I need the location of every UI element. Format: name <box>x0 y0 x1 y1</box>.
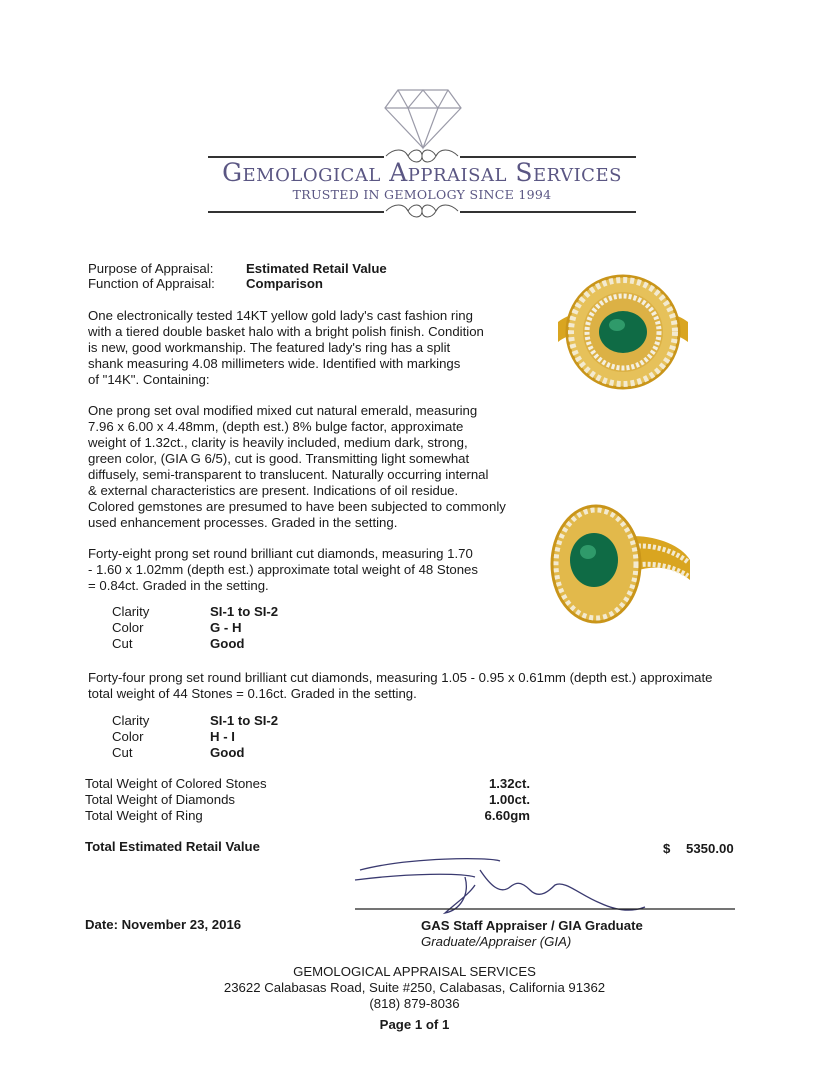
total-value: 1.32ct. <box>488 776 530 791</box>
text-line: green color, (GIA G 6/5), cut is good. Transmitting light somewhat <box>88 451 470 466</box>
grade-value: H - I <box>210 729 235 744</box>
total-label: Total Weight of Ring <box>85 808 203 823</box>
ring-photo-side <box>548 500 693 628</box>
footer-company: GEMOLOGICAL APPRAISAL SERVICES <box>293 964 536 979</box>
signature-icon <box>350 855 740 920</box>
ornament-icon <box>384 203 460 219</box>
grade-value: SI-1 to SI-2 <box>210 713 279 728</box>
emerald-description <box>88 403 506 531</box>
company-logo-title: Gemological Appraisal Services <box>222 158 622 187</box>
grade-label: Color <box>112 729 144 744</box>
page-number: Page 1 of 1 <box>379 1017 450 1032</box>
grade-value: G - H <box>210 620 242 635</box>
retail-value: 5350.00 <box>686 841 734 856</box>
total-label: Total Weight of Diamonds <box>85 792 236 807</box>
diamond-logo-icon <box>383 88 463 150</box>
totals-labels <box>85 776 267 824</box>
retail-label: Total Estimated Retail Value <box>85 839 260 854</box>
grade-value: Good <box>210 745 245 760</box>
function-value: Comparison <box>246 276 323 291</box>
ring-description <box>88 308 484 388</box>
diamonds2-description <box>88 670 713 702</box>
function-label: Function of Appraisal: <box>88 276 215 291</box>
company-tagline: TRUSTED IN GEMOLOGY SINCE 1994 <box>292 187 552 202</box>
grade-label: Cut <box>112 745 133 760</box>
retail-currency: $ <box>663 841 671 856</box>
text-line: One prong set oval modified mixed cut natural emerald, measuring <box>88 403 478 418</box>
text-line: is new, good workmanship. The featured lady's ring has a split <box>88 340 451 355</box>
text-line: Colored gemstones are presumed to have been subjected to commonly <box>88 499 506 514</box>
appraisal-date: Date: November 23, 2016 <box>85 917 242 932</box>
grade-label: Cut <box>112 636 133 651</box>
diamonds1-grades-labels <box>112 604 149 652</box>
diamonds2-grades-values <box>210 713 278 761</box>
grade-label: Clarity <box>112 604 150 619</box>
footer-address: 23622 Calabasas Road, Suite #250, Calabasas, California 91362 <box>223 980 606 995</box>
total-label: Total Weight of Colored Stones <box>85 776 267 791</box>
purpose-value: Estimated Retail Value <box>246 261 387 276</box>
diamonds1-grades-values <box>210 604 278 652</box>
text-line: Forty-four prong set round brilliant cut diamonds, measuring 1.05 - 0.95 x 0.61mm (depth est.) approximate <box>88 670 713 685</box>
text-line: diffusely, semi-transparent to translucent. Naturally occurring internal <box>88 467 489 482</box>
diamonds2-grades-labels <box>112 713 149 761</box>
purpose-label: Purpose of Appraisal: <box>88 261 214 276</box>
appraiser-title: GAS Staff Appraiser / GIA Graduate <box>421 918 643 933</box>
text-line: - 1.60 x 1.02mm (depth est.) approximate total weight of 48 Stones <box>88 562 478 577</box>
text-line: One electronically tested 14KT yellow gold lady's cast fashion ring <box>88 308 473 323</box>
totals-values <box>440 776 530 824</box>
text-line: 7.96 x 6.00 x 4.48mm, (depth est.) 8% bulge factor, approximate <box>88 419 464 434</box>
grade-label: Clarity <box>112 713 150 728</box>
total-value: 1.00ct. <box>488 792 530 807</box>
grade-value: SI-1 to SI-2 <box>210 604 279 619</box>
appraiser-subtitle: Graduate/Appraiser (GIA) <box>421 934 572 949</box>
footer <box>0 964 829 1033</box>
footer-phone: (818) 879-8036 <box>369 996 460 1011</box>
ring-photo-top <box>553 262 693 402</box>
text-line: used enhancement processes. Graded in the setting. <box>88 515 398 530</box>
total-value: 6.60gm <box>484 808 530 823</box>
diamonds1-description <box>88 546 478 594</box>
text-line: total weight of 44 Stones = 0.16ct. Graded in the setting. <box>88 686 417 701</box>
grade-label: Color <box>112 620 144 635</box>
grade-value: Good <box>210 636 245 651</box>
header-rule-bottom-right <box>460 211 636 213</box>
text-line: & external characteristics are present. Indications of oil residue. <box>88 483 459 498</box>
text-line: with a tiered double basket halo with a bright polish finish. Condition <box>88 324 484 339</box>
text-line: Forty-eight prong set round brilliant cut diamonds, measuring 1.70 <box>88 546 473 561</box>
text-line: weight of 1.32ct., clarity is heavily included, medium dark, strong, <box>88 435 468 450</box>
text-line: = 0.84ct. Graded in the setting. <box>88 578 269 593</box>
text-line: shank measuring 4.08 millimeters wide. Identified with markings <box>88 356 461 371</box>
header-rule-bottom-left <box>208 211 384 213</box>
text-line: of "14K". Containing: <box>88 372 210 387</box>
